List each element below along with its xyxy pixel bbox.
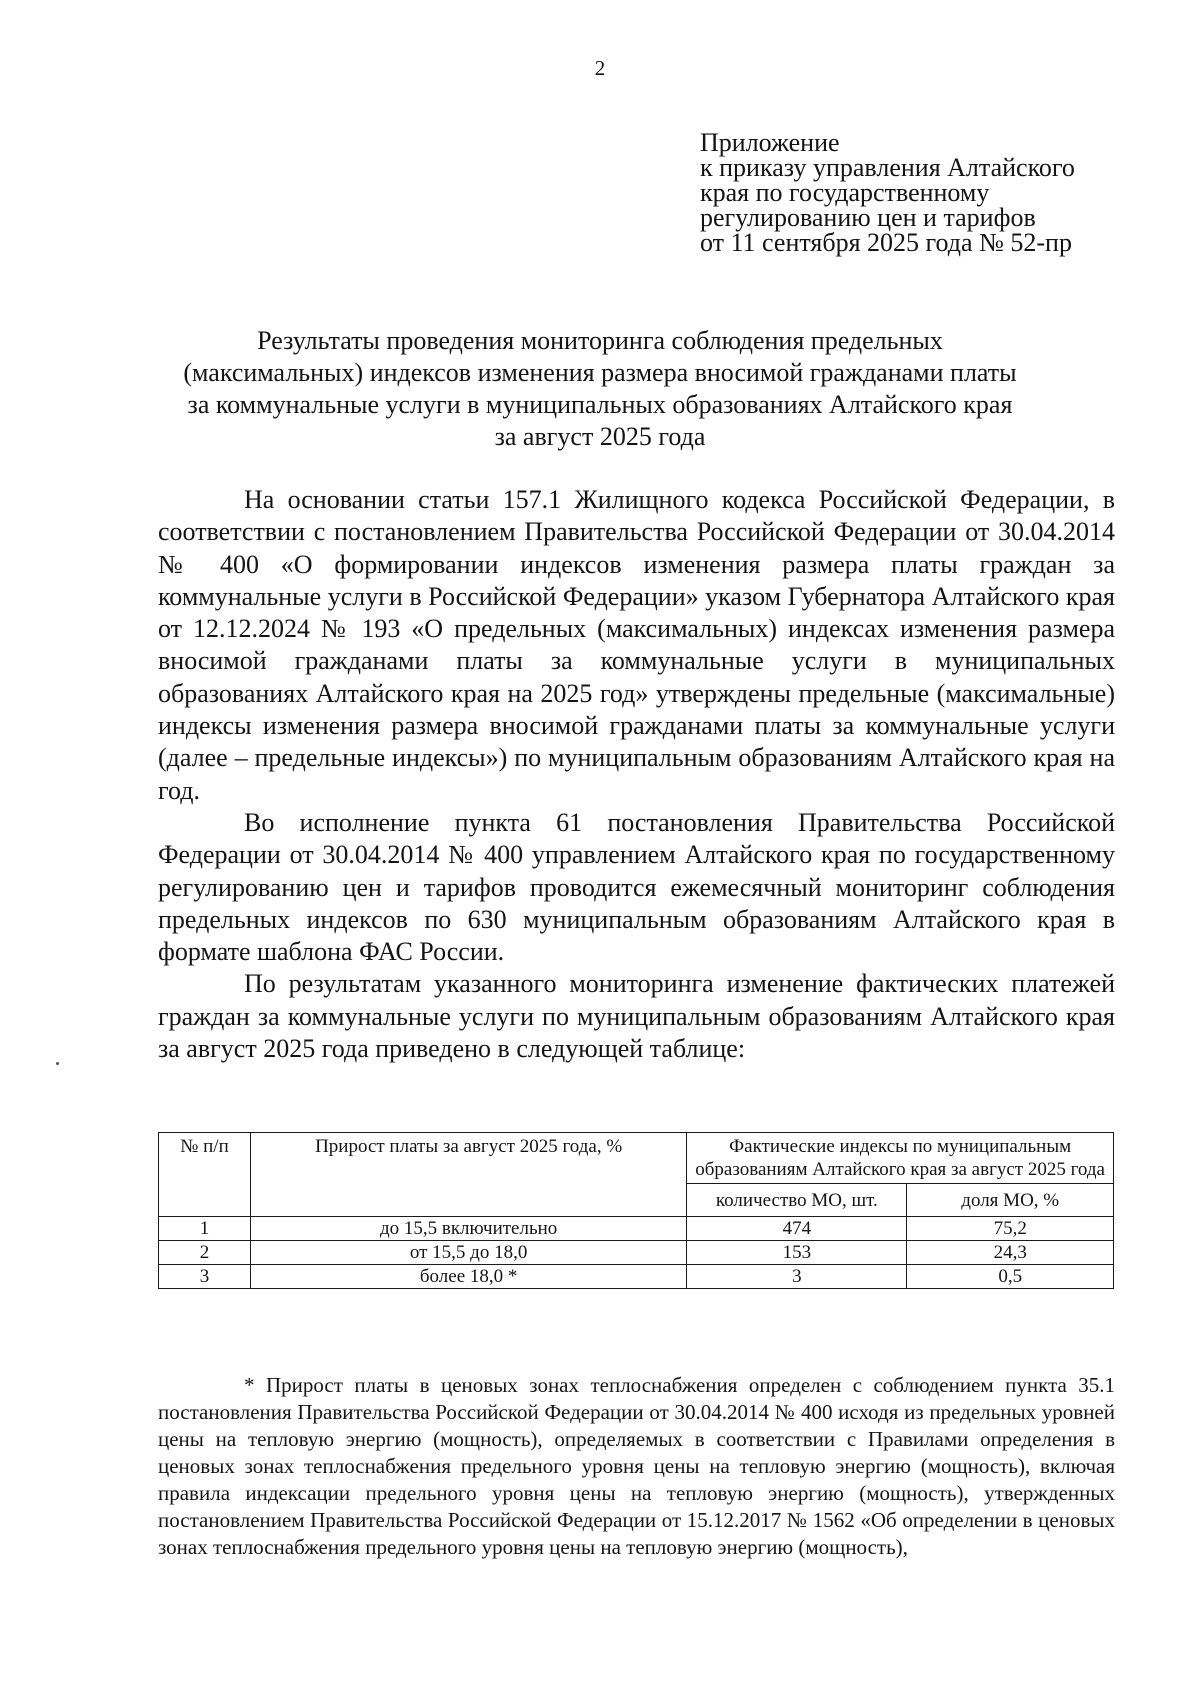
footnote-text: * Прирост платы в ценовых зонах теплоснабжения определен с соблюдением пункта 35.1 постановления Правительства Российской Федерации от 30.04.2014 № 400 исходя из предельных уровней цены на тепловую энергию (мощность), определяемых в соответствии с Правилами определения в ценовых зонах теплоснабжения предельного уровня цены на тепловую энергию (мощность), включая правила индексации предельного уровня цены на тепловую энергию (мощность), утвержденных постановлением Правительства Российской Федерации от 15.12.2017 № 1562 «Об определении в ценовых зонах теплоснабжения предельного уровня цены на тепловую энергию (мощность),: [158, 1373, 1115, 1559]
table-row: [159, 1217, 1114, 1241]
header-number: № п/п: [159, 1133, 251, 1217]
header-growth: Прирост платы за август 2025 года, %: [251, 1133, 687, 1217]
appendix-line: к приказу управления Алтайского: [700, 153, 1075, 182]
table-row: [159, 1265, 1114, 1289]
title-line: Результаты проведения мониторинга соблюдения предельных: [257, 326, 943, 355]
monitoring-table: [158, 1132, 1114, 1289]
appendix-line: Приложение: [700, 128, 840, 157]
page-number: 2: [594, 56, 606, 80]
cell-count: 153: [687, 1241, 907, 1265]
header-actual-indices: Фактические индексы по муниципальным образованиям Алтайского края за август 2025 года: [687, 1133, 1114, 1184]
cell-growth: до 15,5 включительно: [251, 1217, 687, 1241]
cell-count: 3: [687, 1265, 907, 1289]
appendix-line: регулированию цен и тарифов: [700, 203, 1036, 232]
cell-number: 3: [159, 1265, 251, 1289]
body-text: [158, 484, 1115, 1065]
body-paragraph: На основании статьи 157.1 Жилищного кодекса Российской Федерации, в соответствии с постановлением Правительства Российской Федерации от 30.04.2014 № 400 «О формировании индексов изменения размера платы граждан за коммунальные услуги в Российской Федерации» указом Губернатора Алтайского края от 12.12.2024 № 193 «О предельных (максимальных) индексах изменения размера вносимой гражданами платы за коммунальные услуги в муниципальных образованиях Алтайского края на 2025 год» утверждены предельные (максимальные) индексы изменения размера вносимой гражданами платы за коммунальные услуги (далее – предельные индексы») по муниципальным образованиям Алтайского края на год.: [158, 485, 1115, 805]
body-paragraph: По результатам указанного мониторинга изменение фактических платежей граждан за коммунальные услуги по муниципальным образованиям Алтайского края за август 2025 года приведено в следующей таблице:: [158, 969, 1115, 1064]
appendix-reference: [700, 130, 1180, 255]
title-line: (максимальных) индексов изменения размера вносимой гражданами платы: [183, 358, 1017, 387]
cell-count: 474: [687, 1217, 907, 1241]
cell-number: 2: [159, 1241, 251, 1265]
cell-number: 1: [159, 1217, 251, 1241]
cell-growth: от 15,5 до 18,0: [251, 1241, 687, 1265]
appendix-line: от 11 сентября 2025 года № 52-пр: [700, 228, 1072, 257]
scan-speck: [56, 1062, 59, 1065]
header-count: количество МО, шт.: [687, 1184, 907, 1217]
body-paragraph: Во исполнение пункта 61 постановления Правительства Российской Федерации от 30.04.2014 № 400 управлением Алтайского края по государственному регулированию цен и тарифов проводится ежемесячный мониторинг соблюдения предельных индексов по 630 муниципальным образованиям Алтайского края в формате шаблона ФАС России.: [158, 807, 1115, 967]
header-share: доля МО, %: [907, 1184, 1114, 1217]
title-line: за коммунальные услуги в муниципальных образованиях Алтайского края: [187, 390, 1013, 419]
cell-growth: более 18,0 *: [251, 1265, 687, 1289]
table-row: [159, 1241, 1114, 1265]
title-line: за август 2025 года: [494, 422, 706, 451]
cell-share: 24,3: [907, 1241, 1114, 1265]
cell-share: 0,5: [907, 1265, 1114, 1289]
appendix-line: края по государственному: [700, 178, 990, 207]
footnote: [158, 1372, 1115, 1561]
document-title: [150, 325, 1050, 453]
cell-share: 75,2: [907, 1217, 1114, 1241]
table-header-row: [159, 1133, 1114, 1184]
